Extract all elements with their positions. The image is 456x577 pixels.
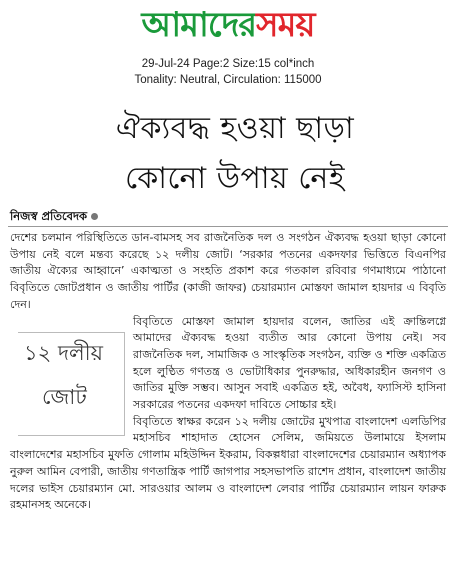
byline [10,208,98,227]
pull-quote-line-2: জোট [42,384,87,409]
bullet-icon [91,213,98,220]
paragraph-3: বিবৃতিতে স্বাক্ষর করেন ১২ দলীয় জোটের মুখপাত্র বাংলাদেশ এলডিপির মহাসচিব শাহাদাত হোসেন সেলিম, জমিয়তে উলামায়ে ইসলাম বাংলাদেশের মহাসচিব মুফতি গোলাম মহিউদ্দিন ইকরাম, বিকল্পধারা বাংলাদেশের চেয়ারম্যান অধ্যাপক নুরুল আমিন বেপারী, জাতীয় গণতান্ত্রিক পার্টি জাগপার সহসভাপতি রাশেদ প্রধান, বাংলাদেশ জাতীয় দলের ভাইস চেয়ারম্যান মো. সারওয়ার আলম ও বাংলাদেশ লেবার পার্টির চেয়ারম্যান লায়ন ফারুক রহমানসহ অনেকে। [10,414,446,512]
article-body [10,230,446,514]
clip-meta-tonality: Tonality: Neutral, Circulation: 115000 [134,74,322,86]
divider [8,226,448,227]
headline-line-1: ঐক্যবদ্ধ হওয়া ছাড়া [115,111,355,146]
clip-meta-date-page: 29-Jul-24 Page:2 Size:15 col*inch [141,58,315,70]
masthead [0,0,456,50]
paragraph-2: বিবৃতিতে মোস্তফা জামাল হায়দার বলেন, জাতির এই ক্রান্তিলগ্নে আমাদের ঐক্যবদ্ধ হওয়া ব্যতীত আর কোনো উপায় নেই। সব রাজনৈতিক দল, সামাজিক ও সাংস্কৃতিক সংগঠন, ব্যক্তি ও শক্তি একত্রিত হলে লুণ্ঠিত গণতন্ত্র ও ভোটাধিকার পুনরুদ্ধার, অধিকারহীন জনগণ ও জাতির মুক্তি সম্ভব। আসুন সবাই একত্রিত হই, অবৈধ, ফ্যাসিস্ট হাসিনা সরকারের পতনের একদফা দাবিতে সোচ্চার হই। [133,314,446,412]
logo-part-1: আমাদের [141,5,257,45]
paragraph-1: দেশের চলমান পরিস্থিতিতে ডান-বামসহ সব রাজনৈতিক দল ও সংগঠন ঐক্যবদ্ধ হওয়া ছাড়া কোনো উপায় নেই বলে মন্তব্য করেছে ১২ দলীয় জোট। ‘সরকার পতনের একদফার ভিত্তিতে বিএনপির জাতীয় ঐক্যের আহ্বানে’ একাত্মতা ও সংহতি প্রকাশ করে গতকাল রবিবার গণমাধ্যমে পাঠানো বিবৃতিতে জোটপ্রধান ও জাতীয় পার্টির (কাজী জাফর) চেয়ারম্যান মোস্তফা জামাল হায়দার এ বিবৃতি দেন। [10,231,446,311]
newspaper-logo [142,2,315,48]
pull-quote-line-1: ১২ দলীয় [24,340,104,365]
logo-part-2: সময় [256,5,315,45]
pull-quote [18,332,125,436]
headline-line-2: কোনো উপায় নেই [125,161,345,196]
byline-text: নিজস্ব প্রতিবেদক [10,209,88,223]
